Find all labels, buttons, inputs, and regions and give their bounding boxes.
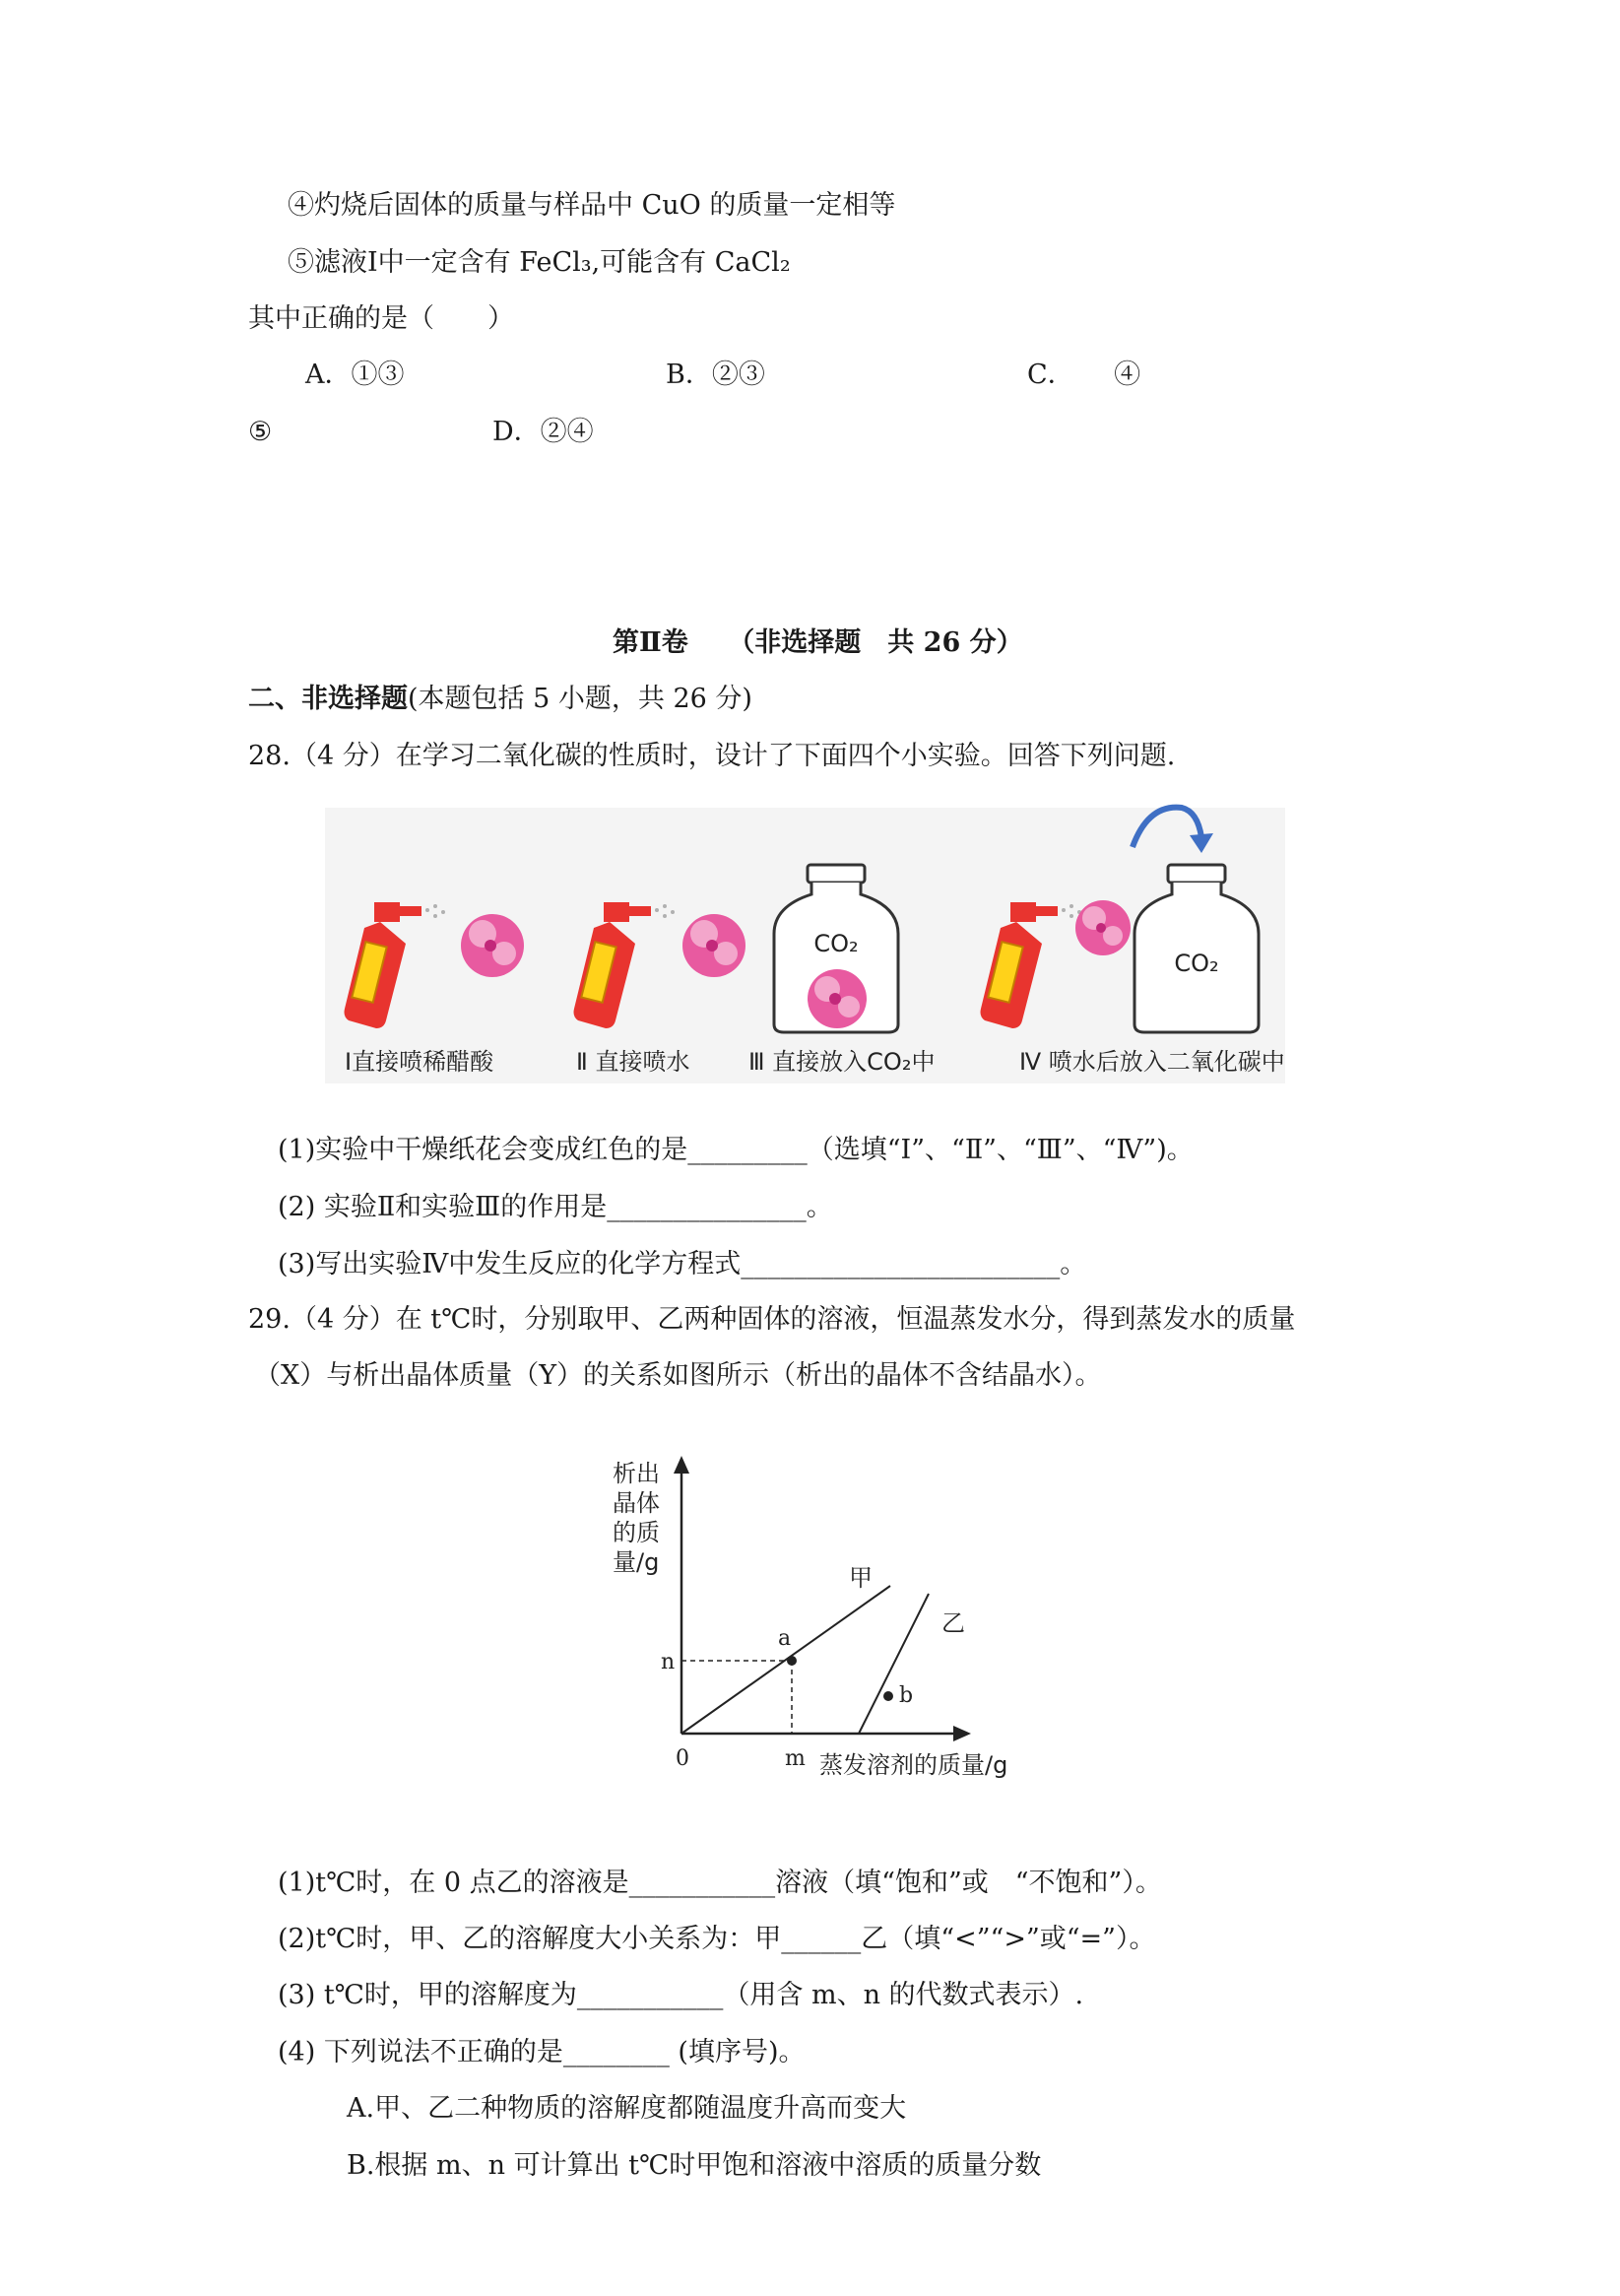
series-yi-label: 乙 [941, 1609, 965, 1637]
series-jia-line [681, 1586, 890, 1734]
q27-option-d: D．②④ [492, 417, 594, 447]
q29-graph [591, 1448, 1044, 1803]
caption-experiment-1: Ⅰ直接喷稀醋酸 [345, 1048, 494, 1076]
point-b-label: b [899, 1683, 914, 1708]
y-axis-label-3: 的质 [613, 1519, 660, 1546]
caption-experiment-4: Ⅳ 喷水后放入二氧化碳中 [1019, 1048, 1285, 1076]
q29-option-a: A.甲、乙二种物质的溶解度都随温度升高而变大 [347, 2093, 907, 2124]
q27-item-5: ⑤滤液Ⅰ中一定含有 FeCl₃,可能含有 CaCl₂ [288, 247, 791, 278]
y-axis-label-4: 量/g [613, 1548, 660, 1576]
q27-option-b: B．②③ [666, 360, 765, 390]
point-a [787, 1656, 797, 1666]
flower-icon [461, 914, 524, 977]
q27-option-c: C． ④ [1027, 360, 1141, 390]
caption-experiment-2: Ⅱ 直接喷水 [576, 1048, 690, 1076]
y-axis-arrow-icon [674, 1456, 689, 1474]
q27-stem: 其中正确的是（ ） [248, 303, 514, 334]
section-heading [248, 683, 752, 716]
q28-sub-2: (2) 实验Ⅱ和实验Ⅲ的作用是_______________。 [278, 1192, 833, 1222]
jar-gas-label: CO₂ [813, 930, 859, 957]
q29-stem-line-1: 29.（4 分）在 t℃时，分别取甲、乙两种固体的溶液，恒温蒸发水分，得到蒸发水的质量 [248, 1304, 1296, 1335]
q28-experiment-figure [325, 796, 1285, 1083]
q29-sub-3: (3) t℃时，甲的溶解度为___________（用含 m、n 的代数式表示）. [278, 1980, 1084, 2010]
point-a-label: a [778, 1626, 792, 1651]
origin-label: 0 [676, 1746, 689, 1771]
section-title: 第Ⅱ卷 （非选择题 共 26 分） [613, 627, 1023, 658]
q29-stem-line-2: （X）与析出晶体质量（Y）的关系如图所示（析出的晶体不含结晶水）。 [254, 1360, 1102, 1391]
q27-option-a: A．①③ [305, 360, 405, 390]
q28-stem: 28.（4 分）在学习二氧化碳的性质时，设计了下面四个小实验。回答下列问题. [248, 741, 1176, 771]
q27-option-c-continued: ⑤ [248, 417, 273, 447]
section-heading-note: (本题包括 5 小题，共 26 分) [408, 684, 752, 714]
series-yi-line [859, 1594, 929, 1734]
q29-sub-2: (2)t℃时，甲、乙的溶解度大小关系为：甲______乙（填“<”“>”或“=”）。 [278, 1924, 1156, 1954]
x-mark-m: m [785, 1746, 806, 1771]
q29-option-b: B.根据 m、n 可计算出 t℃时甲饱和溶液中溶质的质量分数 [347, 2150, 1042, 2181]
series-jia-label: 甲 [849, 1564, 873, 1592]
q27-item-4: ④灼烧后固体的质量与样品中 CuO 的质量一定相等 [288, 190, 896, 221]
q29-sub-1: (1)t℃时，在 0 点乙的溶液是___________溶液（填“饱和”或 “不饱和”）。 [278, 1868, 1162, 1898]
point-b [883, 1691, 893, 1701]
q29-sub-4: (4) 下列说法不正确的是________ (填序号)。 [278, 2037, 806, 2067]
flower-icon [682, 914, 745, 977]
jar-gas-label: CO₂ [1174, 950, 1219, 977]
y-mark-n: n [661, 1650, 676, 1674]
x-axis-label: 蒸发溶剂的质量/g [819, 1751, 1008, 1779]
flower-icon [808, 969, 867, 1028]
x-axis-arrow-icon [953, 1726, 971, 1741]
section-heading-label: 二、非选择题 [248, 684, 408, 714]
q28-sub-3: (3)写出实验Ⅳ中发生反应的化学方程式________________________。 [278, 1249, 1087, 1279]
q28-sub-1: (1)实验中干燥纸花会变成红色的是_________（选填“Ⅰ”、“Ⅱ”、“Ⅲ”、“Ⅳ”)。 [278, 1135, 1194, 1165]
y-axis-label-2: 晶体 [613, 1489, 660, 1517]
y-axis-label-1: 析出 [613, 1460, 660, 1487]
caption-experiment-3: Ⅲ 直接放入CO₂中 [748, 1048, 936, 1076]
flower-icon [1075, 900, 1131, 955]
